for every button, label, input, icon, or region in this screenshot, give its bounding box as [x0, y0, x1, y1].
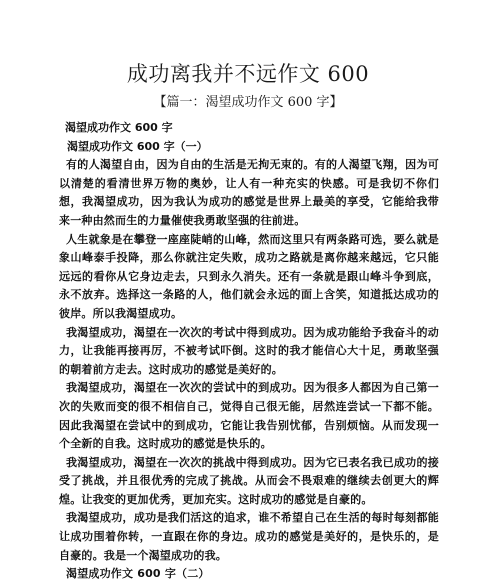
paragraph: 我渴望成功，成功是我们活这的追求，谁不希望自己在生活的每时每刻都能让成功围着你转，一直跟在你的身边。成功的感觉是美好的，是快乐的，是自豪的。我是一个渴望成功的我。: [59, 511, 439, 562]
article-body: [59, 119, 439, 584]
paragraph: 渴望成功作文 600 字（二）: [66, 567, 210, 581]
paragraph: 我渴望成功，渴望在一次次的考试中得到成功。因为成功能给予我奋斗的动力，让我能再接再厉，不被考试吓倒。这时的我才能信心大十足，勇敢坚强的朝着前方走去。这时成功的感觉是美好的。: [59, 325, 439, 376]
subsection-heading: 渴望成功作文 600 字（一）: [67, 139, 208, 153]
document-subtitle: 【篇一：渴望成功作文 600 字】: [153, 95, 343, 110]
document-title: 成功离我并不远作文 600: [126, 62, 370, 86]
paragraph: 我渴望成功，渴望在一次次的尝试中的到成功。因为很多人都因为自己第一次的失败而变的很不相信自己，觉得自己很无能，居然连尝试一下都不能。因此我渴望在尝试中的到成功，它能让我告别忧郁，告别烦恼。从而发现一个全新的自我。这时成功的感觉是快乐的。: [59, 381, 439, 451]
paragraph: 人生就象是在攀登一座座陡峭的山峰，然而这里只有两条路可选，要么就是象山峰泰手投降，那么你就注定失败，成功之路就是离你越来越远，它只能远远的看你从它身边走去，只到永久消失。还有一条就是跟山峰斗争到底，永不放弃。选择这一条路的人，他们就会永远的面上含笑，知道抵达成功的彼岸。所以我渴望成功。: [59, 232, 439, 320]
paragraph: 有的人渴望自由，因为自由的生活是无拘无束的。有的人渴望飞翔，因为可以清楚的看清世界万物的奥妙，让人有一种充实的快感。可是我切不你们想，我渴望成功，因为我认为成功的感觉是世界上最美的享受，它能给我带来一种由然而生的力量催使我勇敢坚强的往前进。: [59, 158, 439, 227]
paragraph: 我渴望成功，渴望在一次次的挑战中得到成功。因为它已表名我已成功的接受了挑战，并且很优秀的完成了挑战。从而会不畏艰难的继续去创更大的辉煌。让我变的更加优秀，更加充实。这时成功的感觉是自豪的。: [59, 455, 439, 506]
section-heading: 渴望成功作文 600 字: [65, 121, 173, 134]
